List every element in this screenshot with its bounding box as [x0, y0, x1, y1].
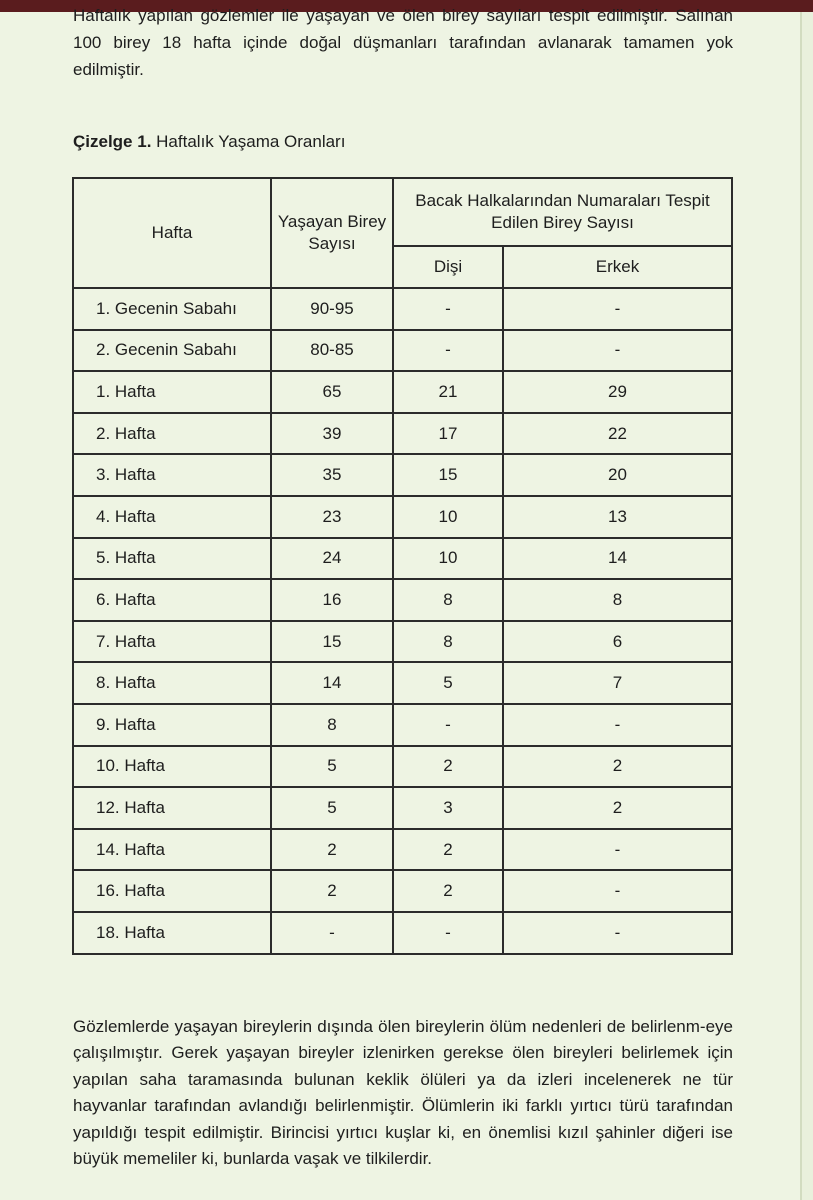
cell-disi: -: [393, 330, 503, 372]
cell-yasayan: 14: [271, 662, 393, 704]
cell-disi: 2: [393, 746, 503, 788]
cell-hafta: 6. Hafta: [73, 579, 271, 621]
cell-hafta: 2. Hafta: [73, 413, 271, 455]
header-disi: Dişi: [393, 246, 503, 288]
cell-hafta: 3. Hafta: [73, 454, 271, 496]
cell-erkek: 13: [503, 496, 732, 538]
table-row: [73, 704, 732, 746]
cell-hafta: 4. Hafta: [73, 496, 271, 538]
cell-hafta: 18. Hafta: [73, 912, 271, 954]
cell-yasayan: 39: [271, 413, 393, 455]
cell-erkek: -: [503, 330, 732, 372]
cell-erkek: 14: [503, 538, 732, 580]
cell-yasayan: 5: [271, 787, 393, 829]
cell-disi: -: [393, 912, 503, 954]
cell-erkek: 6: [503, 621, 732, 663]
cell-disi: 10: [393, 538, 503, 580]
intro-paragraph: Haftalık yapılan gözlemler ile yaşayan ve ölen birey sayıları tespit edilmiştir. Salınan 100 birey 18 hafta içinde doğal düşmanları tarafından avlanarak tamamen yok edilmiştir.: [73, 6, 733, 79]
cell-hafta: 16. Hafta: [73, 870, 271, 912]
header-hafta: Hafta: [73, 178, 271, 288]
table-row: [73, 787, 732, 829]
table-row: [73, 288, 732, 330]
cell-disi: 10: [393, 496, 503, 538]
header-group: Bacak Halkalarından Numaraları Tespit Edilen Birey Sayısı: [393, 178, 732, 246]
document-page: [0, 6, 802, 1200]
cell-disi: -: [393, 704, 503, 746]
table-row: [73, 912, 732, 954]
table-row: [73, 829, 732, 871]
cell-erkek: -: [503, 912, 732, 954]
cell-hafta: 1. Gecenin Sabahı: [73, 288, 271, 330]
cell-hafta: 9. Hafta: [73, 704, 271, 746]
cell-hafta: 1. Hafta: [73, 371, 271, 413]
table-row: [73, 496, 732, 538]
cell-disi: 8: [393, 621, 503, 663]
cell-erkek: 2: [503, 746, 732, 788]
cell-hafta: 2. Gecenin Sabahı: [73, 330, 271, 372]
cell-yasayan: 90-95: [271, 288, 393, 330]
caption-title: Haftalık Yaşama Oranları: [156, 132, 346, 151]
cell-yasayan: 80-85: [271, 330, 393, 372]
cell-yasayan: 35: [271, 454, 393, 496]
table-row: [73, 330, 732, 372]
cell-yasayan: 2: [271, 829, 393, 871]
caption-label: Çizelge 1.: [73, 132, 152, 151]
cell-disi: 5: [393, 662, 503, 704]
cell-disi: 17: [393, 413, 503, 455]
cell-yasayan: 8: [271, 704, 393, 746]
table-row: [73, 371, 732, 413]
cell-yasayan: 65: [271, 371, 393, 413]
cell-hafta: 10. Hafta: [73, 746, 271, 788]
cell-yasayan: 5: [271, 746, 393, 788]
table-row: [73, 870, 732, 912]
cell-disi: 21: [393, 371, 503, 413]
cell-disi: 3: [393, 787, 503, 829]
cell-erkek: 22: [503, 413, 732, 455]
cell-disi: 15: [393, 454, 503, 496]
cell-erkek: -: [503, 288, 732, 330]
intro-clip: [0, 0, 800, 110]
cell-erkek: 7: [503, 662, 732, 704]
cell-yasayan: 24: [271, 538, 393, 580]
cell-yasayan: 23: [271, 496, 393, 538]
cell-yasayan: -: [271, 912, 393, 954]
cell-hafta: 5. Hafta: [73, 538, 271, 580]
cell-yasayan: 15: [271, 621, 393, 663]
table-row: [73, 579, 732, 621]
table-row: [73, 621, 732, 663]
cell-yasayan: 16: [271, 579, 393, 621]
header-yasayan: Yaşayan Birey Sayısı: [271, 178, 393, 288]
table-caption: [73, 132, 345, 152]
cell-disi: 2: [393, 829, 503, 871]
cell-hafta: 7. Hafta: [73, 621, 271, 663]
cell-disi: 8: [393, 579, 503, 621]
header-erkek: Erkek: [503, 246, 732, 288]
cell-erkek: -: [503, 829, 732, 871]
cell-hafta: 8. Hafta: [73, 662, 271, 704]
table-row: [73, 454, 732, 496]
cell-disi: 2: [393, 870, 503, 912]
survival-table: [72, 177, 733, 955]
cell-hafta: 14. Hafta: [73, 829, 271, 871]
cell-erkek: -: [503, 870, 732, 912]
table-row: [73, 538, 732, 580]
outro-paragraph: Gözlemlerde yaşayan bireylerin dışında ölen bireylerin ölüm nedenleri de belirlenm-eye çalışılmıştır. Gerek yaşayan bireyler izlenirken gerekse ölen bireyleri belirlemek için yapılan saha taramasında bulunan keklik ölüleri ya da izleri incelenerek ne tür hayvanlar tarafından avlandığı belirlenmiştir. Ölümlerin iki farklı yırtıcı türü tarafından yapıldığı tespit edilmiştir. Birincisi yırtıcı kuşlar ki, en önemlisi kızıl şahinler diğeri ise büyük memeliler ki, bunlarda vaşak ve tilkilerdir.: [73, 1017, 733, 1169]
cell-erkek: -: [503, 704, 732, 746]
cell-erkek: 20: [503, 454, 732, 496]
cell-erkek: 29: [503, 371, 732, 413]
cell-hafta: 12. Hafta: [73, 787, 271, 829]
table-row: [73, 746, 732, 788]
cell-erkek: 2: [503, 787, 732, 829]
cell-erkek: 8: [503, 579, 732, 621]
table-body: [73, 288, 732, 954]
table-row: [73, 662, 732, 704]
cell-yasayan: 2: [271, 870, 393, 912]
table-row: [73, 413, 732, 455]
cell-disi: -: [393, 288, 503, 330]
